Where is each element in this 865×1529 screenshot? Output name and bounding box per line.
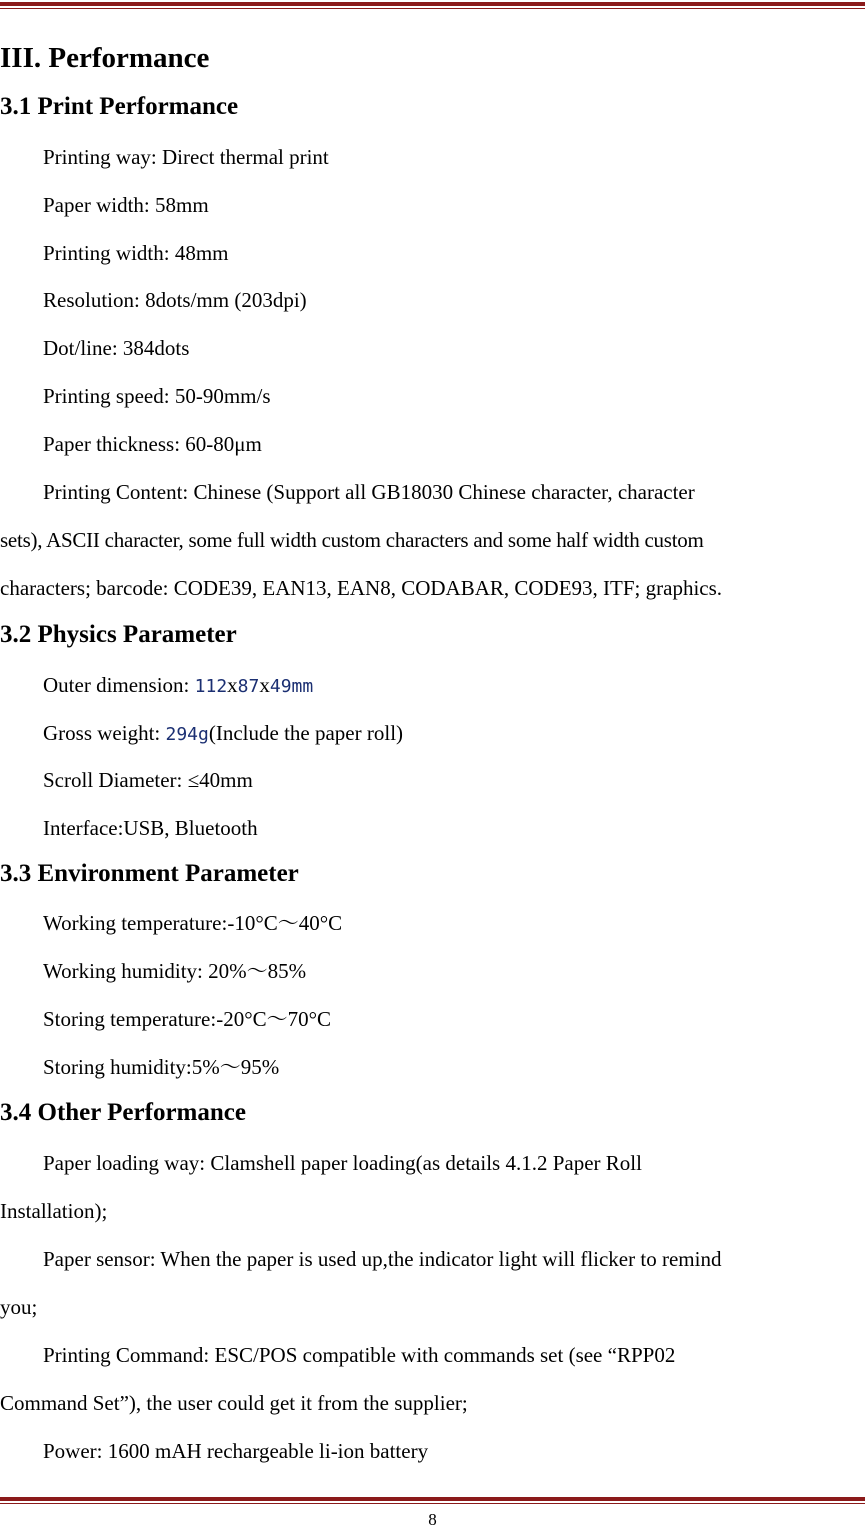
- spec-resolution: Resolution: 8dots/mm (203dpi): [43, 288, 307, 312]
- spec-power: Power: 1600 mAH rechargeable li-ion battery: [43, 1439, 429, 1463]
- spec-printing-way: Printing way: Direct thermal print: [43, 145, 329, 169]
- spec-storing-humidity: Storing humidity:5%～95%: [43, 1055, 280, 1079]
- spec-printing-command: Printing Command: ESC/POS compatible with commands set (see “RPP02: [43, 1343, 676, 1367]
- heading-other-performance: 3.4 Other Performance: [0, 1099, 246, 1126]
- spec-storing-temperature: Storing temperature:-20°C～70°C: [43, 1007, 332, 1031]
- spec-dot-line: Dot/line: 384dots: [43, 336, 190, 360]
- footer-rule: [0, 1497, 865, 1504]
- header-rule: [0, 2, 865, 9]
- spec-working-humidity: Working humidity: 20%～85%: [43, 959, 307, 983]
- spec-paper-sensor: Paper sensor: When the paper is used up,the indicator light will flicker to remind: [43, 1247, 722, 1271]
- heading-print-performance: 3.1 Print Performance: [0, 93, 239, 120]
- spec-printing-speed: Printing speed: 50-90mm/s: [43, 384, 271, 408]
- heading-physics-parameter: 3.2 Physics Parameter: [0, 621, 237, 648]
- spec-gross-weight: Gross weight: 294g(Include the paper roll): [43, 721, 404, 745]
- spec-outer-dimension: Outer dimension: 112x87x49mm: [43, 673, 314, 697]
- spec-paper-loading-cont: Installation);: [0, 1199, 108, 1223]
- page-number: 8: [428, 1510, 437, 1529]
- spec-working-temperature: Working temperature:-10°C～40°C: [43, 911, 343, 935]
- spec-printing-content: Printing Content: Chinese (Support all GB18030 Chinese character, character: [43, 480, 695, 504]
- spec-printing-content-cont: sets), ASCII character, some full width custom characters and some half width custom: [0, 528, 704, 552]
- spec-paper-sensor-cont: you;: [0, 1295, 38, 1319]
- spec-paper-thickness: Paper thickness: 60-80μm: [43, 432, 262, 456]
- heading-environment-parameter: 3.3 Environment Parameter: [0, 860, 299, 887]
- spec-paper-loading: Paper loading way: Clamshell paper loading(as details 4.1.2 Paper Roll: [43, 1151, 642, 1175]
- spec-paper-width: Paper width: 58mm: [43, 193, 209, 217]
- section-title: III. Performance: [0, 42, 210, 74]
- spec-printing-content-cont2: characters; barcode: CODE39, EAN13, EAN8, CODABAR, CODE93, ITF; graphics.: [0, 576, 723, 600]
- spec-interface: Interface:USB, Bluetooth: [43, 816, 258, 840]
- spec-scroll-diameter: Scroll Diameter: ≤40mm: [43, 768, 253, 792]
- spec-printing-width: Printing width: 48mm: [43, 241, 229, 265]
- spec-printing-command-cont: Command Set”), the user could get it from the supplier;: [0, 1391, 468, 1415]
